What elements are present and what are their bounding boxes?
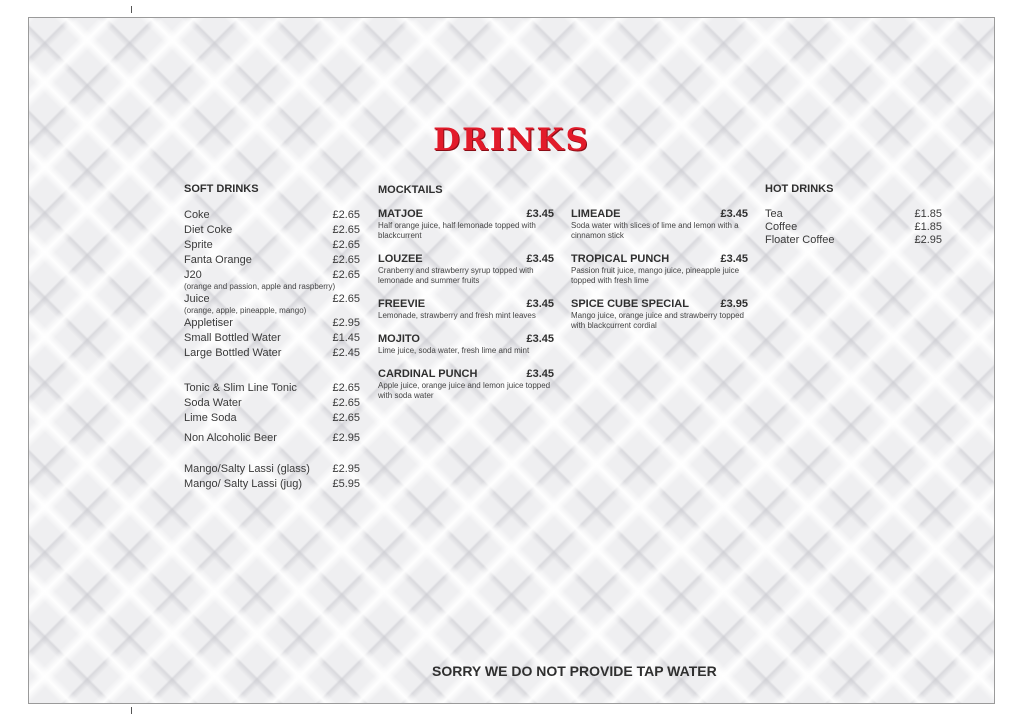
mocktail-description: Mango juice, orange juice and strawberry topped with blackcurrent cordial: [571, 311, 744, 330]
item-price: £2.65: [332, 293, 360, 305]
mocktail-name: MOJITO: [378, 333, 420, 345]
mocktails-column-1: [378, 208, 554, 413]
mocktail-description: Lemonade, strawberry and fresh mint leaves: [378, 311, 536, 320]
mocktail-header: [571, 253, 748, 266]
item-price: £2.65: [332, 397, 360, 409]
item-price: £2.65: [332, 412, 360, 424]
mocktail-name: SPICE CUBE SPECIAL: [571, 298, 689, 310]
mocktail-item: [378, 298, 554, 321]
mocktail-price: £3.45: [526, 298, 554, 310]
item-price: £2.65: [332, 209, 360, 221]
item-name: Mango/ Salty Lassi (jug): [184, 478, 302, 490]
mocktail-name: LIMEADE: [571, 208, 621, 220]
mocktail-item: [378, 253, 554, 286]
crop-mark-bottom: [131, 707, 132, 714]
item-name: Juice: [184, 293, 210, 305]
mocktail-item: [571, 253, 748, 286]
mocktail-item: [378, 368, 554, 401]
mocktail-item: [378, 208, 554, 241]
mocktail-price: £3.45: [526, 208, 554, 220]
menu-item: [184, 268, 360, 283]
item-name: Diet Coke: [184, 224, 233, 236]
item-name: J20: [184, 269, 202, 281]
item-name: Mango/Salty Lassi (glass): [184, 463, 310, 475]
mocktail-name: LOUZEE: [378, 253, 423, 265]
menu-item: [184, 208, 360, 223]
item-price: £5.95: [332, 478, 360, 490]
item-price: £2.45: [332, 347, 360, 359]
menu-item: [184, 346, 360, 361]
menu-item: [184, 316, 360, 331]
item-name: Small Bottled Water: [184, 332, 281, 344]
item-price: £2.95: [332, 317, 360, 329]
item-name: Soda Water: [184, 397, 242, 409]
mocktail-header: [378, 368, 554, 381]
item-price: £2.65: [332, 382, 360, 394]
mocktail-description: Lime juice, soda water, fresh lime and mint: [378, 346, 530, 355]
page-title: DRINKS: [433, 122, 590, 158]
mocktail-item: [571, 298, 748, 331]
mocktail-price: £3.45: [720, 253, 748, 265]
menu-item: [184, 253, 360, 268]
menu-item: [184, 331, 360, 346]
soft-drinks-group: [184, 381, 360, 426]
item-name: Coffee: [765, 221, 798, 233]
item-price: £2.95: [332, 463, 360, 475]
item-name: Large Bottled Water: [184, 347, 282, 359]
mocktail-name: TROPICAL PUNCH: [571, 253, 670, 265]
soft-drinks-group: [184, 208, 360, 361]
soft-drinks-group: [184, 462, 360, 492]
mocktails-heading: MOCKTAILS: [378, 184, 443, 196]
item-price: £2.65: [332, 269, 360, 281]
mocktail-name: FREEVIE: [378, 298, 426, 310]
item-name: Tea: [765, 208, 783, 220]
item-price: £2.65: [332, 254, 360, 266]
mocktail-price: £3.45: [526, 253, 554, 265]
menu-item: [184, 411, 360, 426]
item-price: £2.95: [332, 432, 360, 444]
item-name: Floater Coffee: [765, 234, 835, 246]
menu-item: [184, 396, 360, 411]
soft-drinks-list: [184, 208, 360, 492]
mocktail-description: Cranberry and strawberry syrup topped with lemonade and summer fruits: [378, 266, 534, 285]
item-note: (orange, apple, pineapple, mango): [184, 306, 307, 315]
mocktail-price: £3.45: [526, 368, 554, 380]
item-price: £1.85: [914, 208, 942, 220]
mocktail-header: [571, 298, 748, 311]
hot-drinks-heading: HOT DRINKS: [765, 183, 834, 195]
item-name: Appletiser: [184, 317, 233, 329]
mocktail-item: [378, 333, 554, 356]
soft-drinks-heading: SOFT DRINKS: [184, 183, 259, 195]
item-note: (orange and passion, apple and raspberry): [184, 282, 336, 291]
item-name: Tonic & Slim Line Tonic: [184, 382, 297, 394]
mocktails-column-2: [571, 208, 748, 343]
menu-item: [765, 221, 942, 234]
tap-water-notice: SORRY WE DO NOT PROVIDE TAP WATER: [432, 663, 717, 679]
item-name: Lime Soda: [184, 412, 237, 424]
item-price: £1.45: [332, 332, 360, 344]
item-name: Coke: [184, 209, 210, 221]
soft-drinks-group: [184, 431, 360, 446]
mocktail-header: [378, 298, 554, 311]
mocktail-description: Soda water with slices of lime and lemon with a cinnamon stick: [571, 221, 739, 240]
crop-mark-top: [131, 6, 132, 13]
mocktail-description: Passion fruit juice, mango juice, pineapple juice topped with fresh lime: [571, 266, 740, 285]
item-name: Sprite: [184, 239, 213, 251]
menu-page: [28, 17, 995, 704]
menu-item: [184, 238, 360, 253]
menu-item: [184, 223, 360, 238]
mocktail-name: CARDINAL PUNCH: [378, 368, 478, 380]
menu-item: [184, 431, 360, 446]
menu-item: [184, 381, 360, 396]
mocktail-header: [378, 208, 554, 221]
mocktail-description: Apple juice, orange juice and lemon juice topped with soda water: [378, 381, 551, 400]
mocktail-price: £3.45: [526, 333, 554, 345]
menu-item: [765, 208, 942, 221]
mocktail-price: £3.95: [720, 298, 748, 310]
item-price: £1.85: [914, 221, 942, 233]
mocktail-description: Half orange juice, half lemonade topped with blackcurrent: [378, 221, 536, 240]
mocktail-price: £3.45: [720, 208, 748, 220]
mocktail-item: [571, 208, 748, 241]
item-price: £2.65: [332, 239, 360, 251]
item-price: £2.95: [914, 234, 942, 246]
menu-item: [184, 462, 360, 477]
item-price: £2.65: [332, 224, 360, 236]
mocktail-header: [378, 253, 554, 266]
hot-drinks-list: [765, 208, 942, 247]
item-name: Fanta Orange: [184, 254, 252, 266]
item-name: Non Alcoholic Beer: [184, 432, 277, 444]
mocktail-header: [378, 333, 554, 346]
mocktail-header: [571, 208, 748, 221]
mocktail-name: MATJOE: [378, 208, 424, 220]
menu-item: [184, 477, 360, 492]
menu-item: [184, 292, 360, 307]
menu-item: [765, 234, 942, 247]
